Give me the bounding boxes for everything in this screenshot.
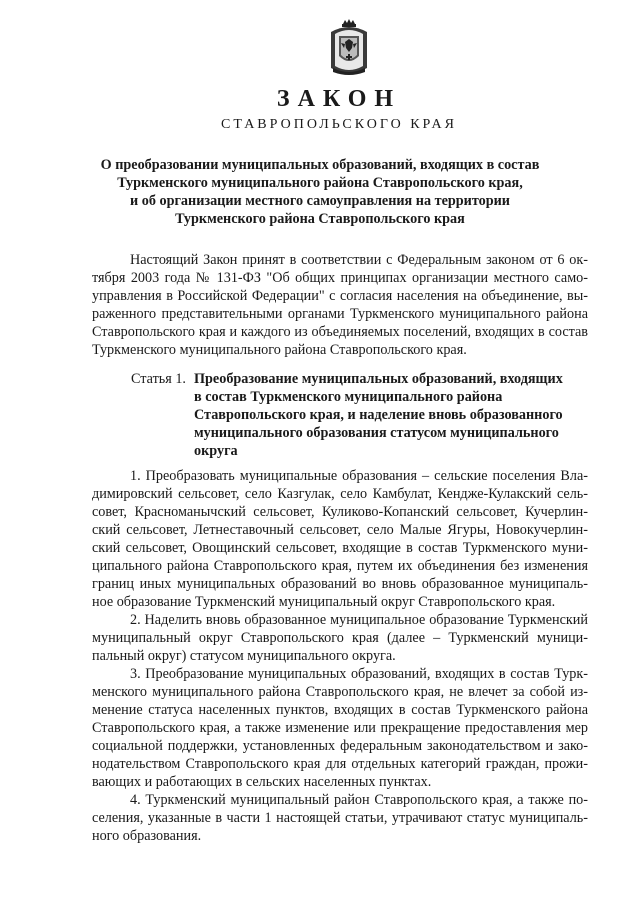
article-paragraph — [92, 467, 588, 611]
paragraph-line: границ иных муниципальных образований во вновь образованное муниципаль- — [92, 576, 588, 592]
paragraph-line: ский сельсовет, Овощинский сельсовет, входящие в состав Туркменского муни- — [92, 540, 588, 556]
paragraph-line: 3. Преобразование муниципальных образований, входящих в состав Турк- — [130, 666, 588, 682]
paragraph-line: пальный округ) статусом муниципального округа. — [92, 648, 396, 664]
paragraph-line: селения, указанные в части 1 настоящей статьи, утрачивают статус муниципаль- — [92, 810, 588, 826]
article-heading-line: Ставропольского края, и наделение вновь образованного — [194, 407, 563, 423]
article-body — [92, 467, 588, 845]
title-line: Туркменского района Ставропольского края — [175, 211, 465, 227]
paragraph-line: 4. Туркменский муниципальный район Ставропольского края, а также по- — [130, 792, 588, 808]
article-paragraph — [92, 791, 588, 845]
paragraph-line: димировский сельсовет, село Казгулак, село Камбулат, Кендже-Кулакский сель- — [92, 486, 588, 502]
paragraph-line: Ставропольского края, а также изменение или прекращение предоставления мер — [92, 720, 588, 736]
article-heading-line: муниципального образования статусом муниципального — [194, 425, 559, 441]
coat-of-arms-icon — [327, 18, 371, 78]
article-heading-line: округа — [194, 443, 238, 459]
article-header — [131, 370, 584, 460]
document-title — [60, 156, 580, 228]
title-line: Туркменского муниципального района Ставропольского края, — [117, 175, 523, 191]
paragraph-line: ного образования. — [92, 828, 202, 844]
article-heading — [194, 370, 584, 460]
paragraph-line: ципального района Ставропольского края, путем их объединения без изменения — [92, 558, 588, 574]
document-type: ЗАКОН — [276, 86, 402, 112]
title-line: и об организации местного самоуправления на территории — [130, 193, 510, 209]
preamble-line: управления в Российской Федерации" с согласия населения на объединение, вы- — [92, 288, 588, 304]
preamble-line: тября 2003 года № 131-ФЗ "Об общих принципах организации местного само- — [92, 270, 588, 286]
paragraph-line: социальной поддержки, установленных федеральным законодательством и зако- — [92, 738, 588, 754]
article-paragraph — [92, 611, 588, 665]
paragraph-line: 2. Наделить вновь образованное муниципальное образование Туркменский — [130, 612, 588, 628]
paragraph-line: ное образование Туркменский муниципальный округ Ставропольского края. — [92, 594, 556, 610]
paragraph-line: вающих и работающих в сельских населенных пунктах. — [92, 774, 432, 790]
article-heading-line: в состав Туркменского муниципального района — [194, 389, 503, 405]
article-label: Статья 1. — [131, 371, 186, 387]
preamble-line: Туркменского муниципального района Ставропольского края. — [92, 342, 467, 358]
preamble-line: Настоящий Закон принят в соответствии с Федеральным законом от 6 ок- — [130, 252, 588, 268]
document-issuer: СТАВРОПОЛЬСКОГО КРАЯ — [221, 117, 457, 132]
preamble-paragraph — [92, 251, 588, 359]
paragraph-line: муниципальный округ Ставропольского края (далее – Туркменский муници- — [92, 630, 588, 646]
preamble-line: раженного представительными органами Туркменского муниципального района — [92, 306, 588, 322]
paragraph-line: нодательством Ставропольского края для отдельных категорий граждан, прожи- — [92, 756, 588, 772]
title-line: О преобразовании муниципальных образований, входящих в состав — [100, 157, 540, 173]
preamble-line: Ставропольского края и каждого из объединяемых поселений, входящих в состав — [92, 324, 588, 340]
article-heading-line: Преобразование муниципальных образований, входящих — [194, 371, 563, 387]
paragraph-line: 1. Преобразовать муниципальные образования – сельские поселения Вла- — [130, 468, 588, 484]
paragraph-line: совет, Красноманычский сельсовет, Куликово-Копанский сельсовет, Кучерлин- — [92, 504, 588, 520]
paragraph-line: менского муниципального района Ставропольского края, не влечет за собой из- — [92, 684, 588, 700]
article-paragraph — [92, 665, 588, 791]
paragraph-line: менение статуса населенных пунктов, входящих в состав Туркменского района — [92, 702, 588, 718]
paragraph-line: ский сельсовет, Летнеставочный сельсовет, село Малые Ягуры, Новокучерлин- — [92, 522, 588, 538]
